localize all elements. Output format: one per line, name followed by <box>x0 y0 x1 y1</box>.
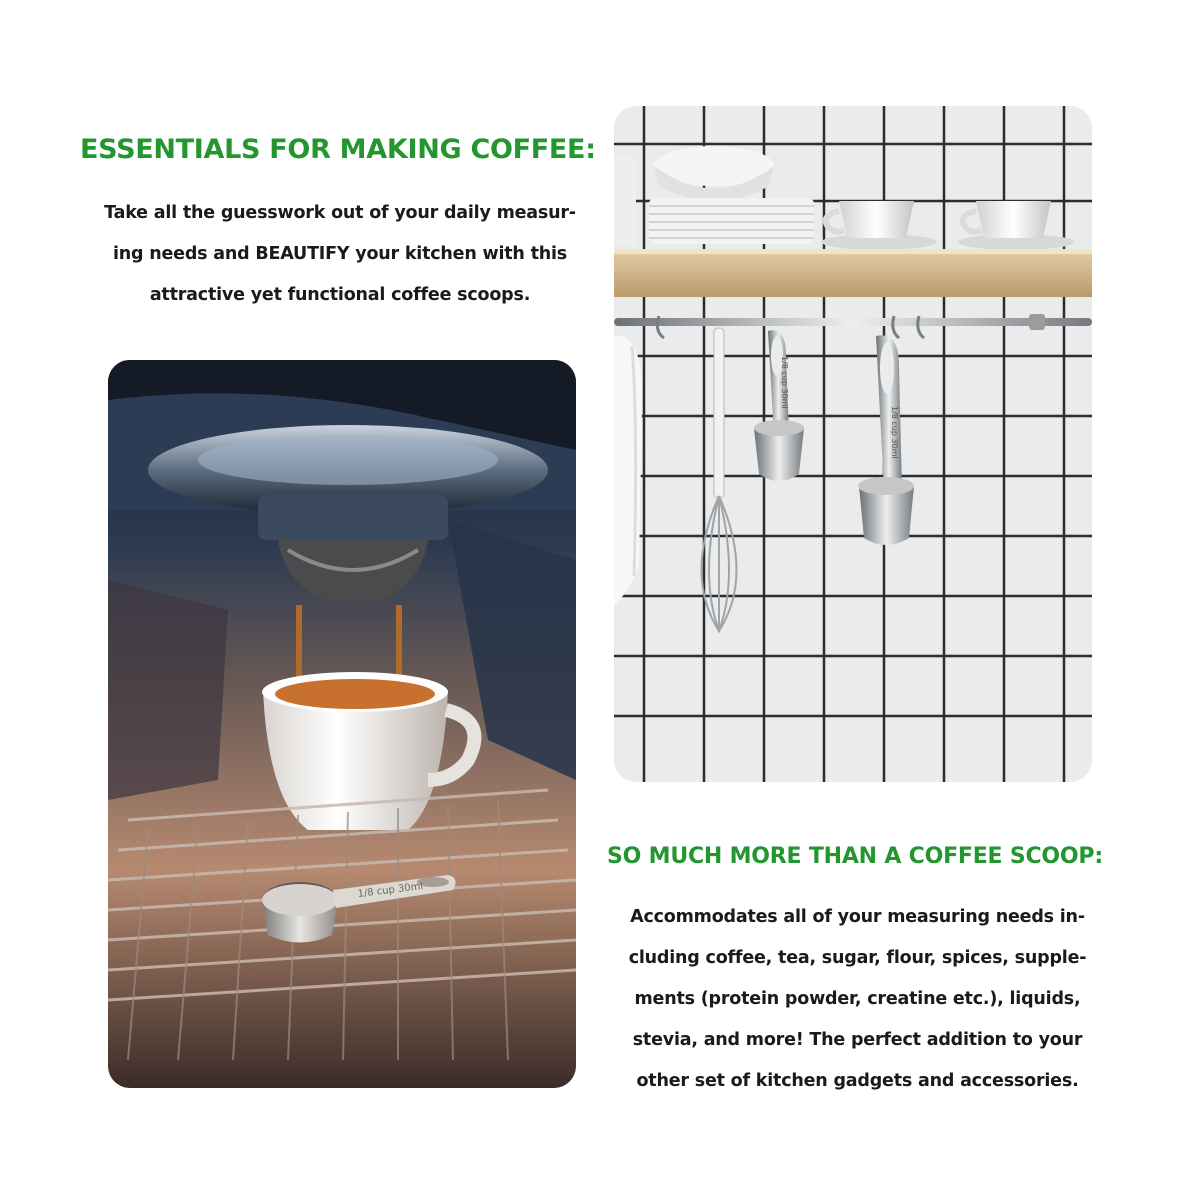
paragraph-more-than-scoop <box>605 897 1110 1102</box>
kitchen-wall-photo <box>614 106 1092 782</box>
paragraph-line: attractive yet functional coffee scoops. <box>149 285 531 305</box>
heading-essentials: ESSENTIALS FOR MAKING COFFEE: <box>80 134 596 165</box>
paragraph-essentials <box>90 193 590 316</box>
scoop-engraving: 1/8 cup 30ml <box>780 356 789 409</box>
paragraph-line: other set of kitchen gadgets and accessories. <box>636 1071 1079 1091</box>
heading-more-than-scoop: SO MUCH MORE THAN A COFFEE SCOOP: <box>607 844 1103 869</box>
scoop-engraving: 1/8 cup 30ml <box>357 881 424 900</box>
paragraph-line: ing needs and BEAUTIFY your kitchen with this <box>112 244 568 264</box>
paragraph-line: stevia, and more! The perfect addition to your <box>632 1030 1083 1050</box>
scoop-engraving: 1/8 cup 30ml <box>890 406 899 459</box>
paragraph-line: Accommodates all of your measuring needs in- <box>630 907 1085 927</box>
paragraph-line: Take all the guesswork out of your daily measur- <box>104 203 576 223</box>
espresso-machine-photo <box>108 360 576 1088</box>
paragraph-line: ments (protein powder, creatine etc.), liquids, <box>634 989 1081 1009</box>
paragraph-line: cluding coffee, tea, sugar, flour, spices, supple- <box>628 948 1087 968</box>
